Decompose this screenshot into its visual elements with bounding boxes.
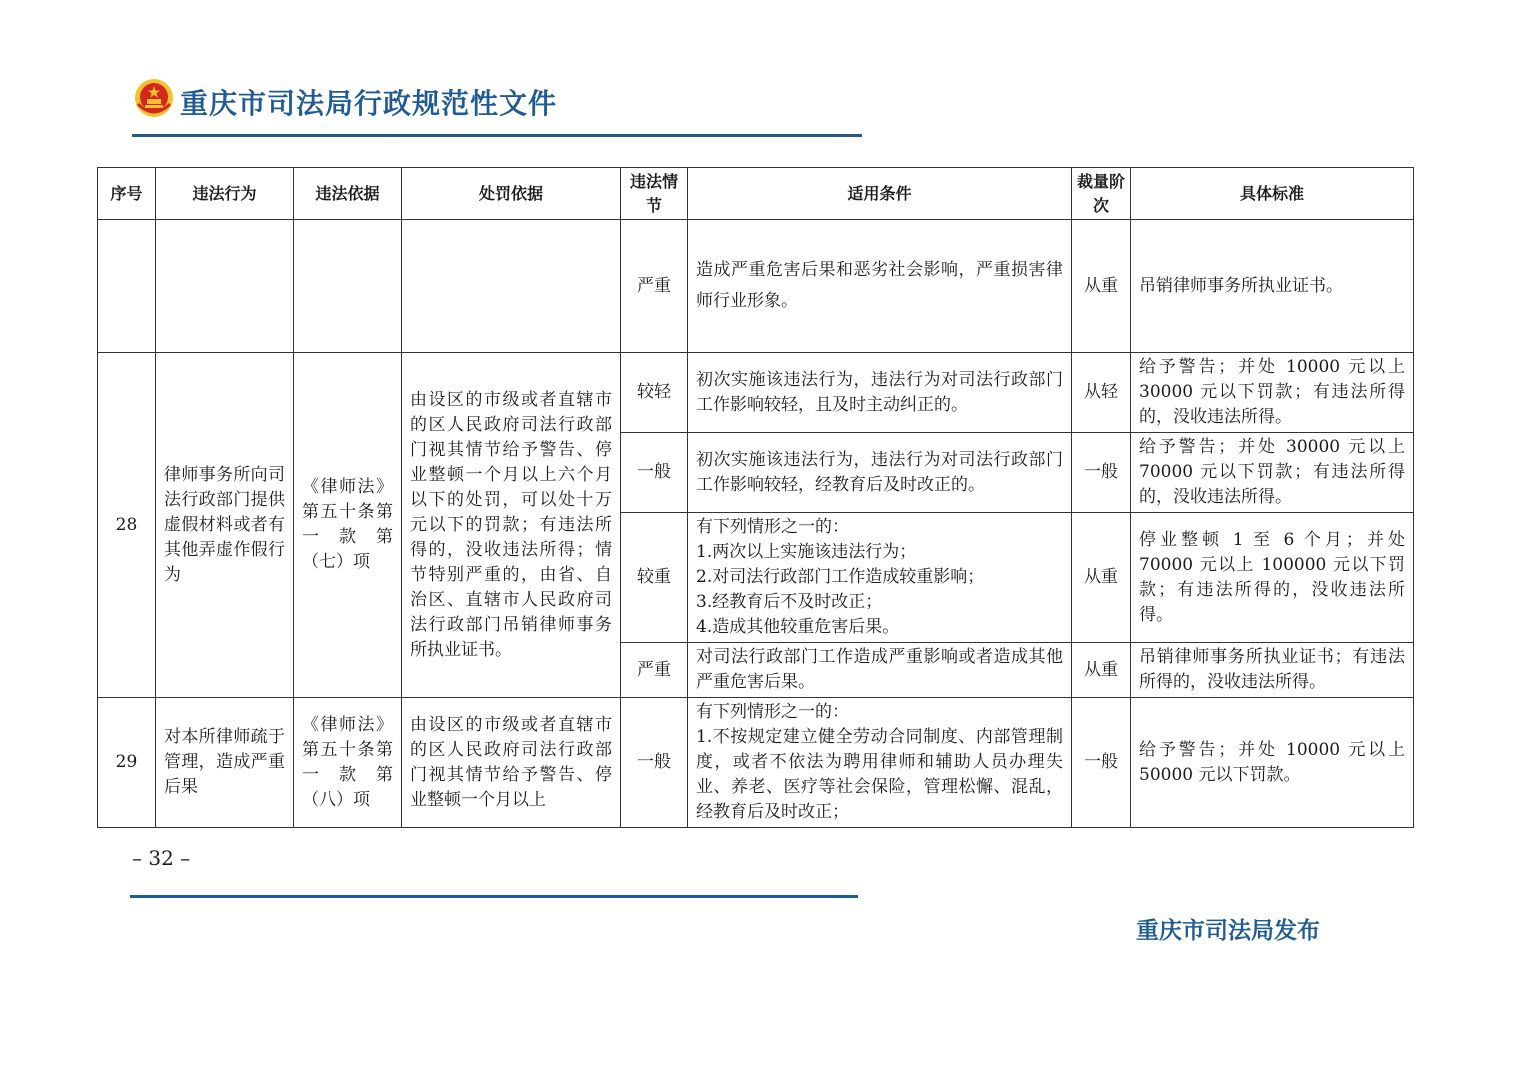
- condition-item: 3.经教育后不及时改正；: [696, 592, 883, 612]
- circumstance-cell: 一般: [621, 698, 688, 828]
- level-cell: 从轻: [1072, 353, 1131, 433]
- legal-basis-cell: 《律师法》第五十条第一款第（七）项: [294, 353, 402, 698]
- empty-cell: [156, 220, 294, 353]
- header-cell: 处罚依据: [402, 168, 621, 220]
- condition-cell: 造成严重危害后果和恶劣社会影响，严重损害律师行业形象。: [688, 220, 1072, 353]
- standard-cell: 吊销律师事务所执业证书。: [1131, 220, 1414, 353]
- violation-cell: 律师事务所向司法行政部门提供虚假材料或者有其他弄虚作假行为: [156, 353, 294, 698]
- condition-item: 2.对司法行政部门工作造成较重影响；: [696, 567, 985, 587]
- circumstance-cell: 较轻: [621, 353, 688, 433]
- table-row: [98, 220, 1414, 353]
- condition-item: 1.两次以上实施该违法行为；: [696, 542, 917, 562]
- standard-cell: 吊销律师事务所执业证书；有违法所得的，没收违法所得。: [1131, 643, 1414, 698]
- page-number: – 32 –: [132, 846, 191, 870]
- level-cell: 从重: [1072, 643, 1131, 698]
- level-cell: 从重: [1072, 513, 1131, 643]
- condition-item: 1.不按规定建立健全劳动合同制度、内部管理制度，或者不依法为聘用律师和辅助人员办理失业、养老、医疗等社会保险，管理松懈、混乱，经教育后及时改正；: [696, 727, 1063, 822]
- header-cell: 裁量阶次: [1072, 168, 1131, 220]
- standard-cell: 给予警告；并处 10000 元以上 30000 元以下罚款；有违法所得的，没收违法所得。: [1131, 353, 1414, 433]
- header-divider: [132, 134, 862, 137]
- header-title: 重庆市司法局行政规范性文件: [180, 87, 558, 120]
- circumstance-cell: 一般: [621, 433, 688, 513]
- header-cell: 违法依据: [294, 168, 402, 220]
- circumstance-cell: 严重: [621, 643, 688, 698]
- condition-cell: 对司法行政部门工作造成严重影响或者造成其他严重危害后果。: [688, 643, 1072, 698]
- empty-cell: [98, 220, 156, 353]
- footer-publisher: 重庆市司法局发布: [1136, 918, 1320, 944]
- header-cell: 违法行为: [156, 168, 294, 220]
- penalty-basis-cell: 由设区的市级或者直辖市的区人民政府司法行政部门视其情节给予警告、停业整顿一个月以上: [402, 698, 621, 828]
- penalty-basis-cell: 由设区的市级或者直辖市的区人民政府司法行政部门视其情节给予警告、停业整顿一个月以上六个月以下的处罚，可以处十万元以下的罚款；有违法所得的，没收违法所得；情节特别严重的，由省、自治区、直辖市人民政府司法行政部门吊销律师事务所执业证书。: [402, 353, 621, 698]
- empty-cell: [402, 220, 621, 353]
- condition-cell: 初次实施该违法行为，违法行为对司法行政部门工作影响较轻，且及时主动纠正的。: [688, 353, 1072, 433]
- table-header-row: [98, 168, 1414, 220]
- table-row: [98, 353, 1414, 433]
- circumstance-cell: 较重: [621, 513, 688, 643]
- standard-cell: 停业整顿 1 至 6 个月；并处 70000 元以上 100000 元以下罚款；有违法所得的，没收违法所得。: [1131, 513, 1414, 643]
- level-cell: 一般: [1072, 433, 1131, 513]
- violation-cell: 对本所律师疏于管理，造成严重后果: [156, 698, 294, 828]
- empty-cell: [294, 220, 402, 353]
- penalty-table: [97, 167, 1414, 828]
- condition-item: 4.造成其他较重危害后果。: [696, 617, 900, 637]
- condition-cell: [688, 513, 1072, 643]
- footer-divider: [130, 895, 858, 898]
- condition-intro: 有下列情形之一的：: [696, 517, 849, 537]
- header-cell: 具体标准: [1131, 168, 1414, 220]
- header-cell: 违法情节: [621, 168, 688, 220]
- header-cell: 适用条件: [688, 168, 1072, 220]
- legal-basis-cell: 《律师法》第五十条第一款第（八）项: [294, 698, 402, 828]
- level-cell: 一般: [1072, 698, 1131, 828]
- standard-cell: 给予警告；并处 10000 元以上 50000 元以下罚款。: [1131, 698, 1414, 828]
- circumstance-cell: 严重: [621, 220, 688, 353]
- standard-cell: 给予警告；并处 30000 元以上 70000 元以下罚款；有违法所得的，没收违法所得。: [1131, 433, 1414, 513]
- national-emblem-icon: [134, 78, 174, 118]
- table-row: [98, 698, 1414, 828]
- header-cell: 序号: [98, 168, 156, 220]
- condition-intro: 有下列情形之一的：: [696, 702, 849, 722]
- condition-cell: 初次实施该违法行为，违法行为对司法行政部门工作影响较轻，经教育后及时改正的。: [688, 433, 1072, 513]
- condition-cell: [688, 698, 1072, 828]
- row-number: 29: [98, 698, 156, 828]
- row-number: 28: [98, 353, 156, 698]
- level-cell: 从重: [1072, 220, 1131, 353]
